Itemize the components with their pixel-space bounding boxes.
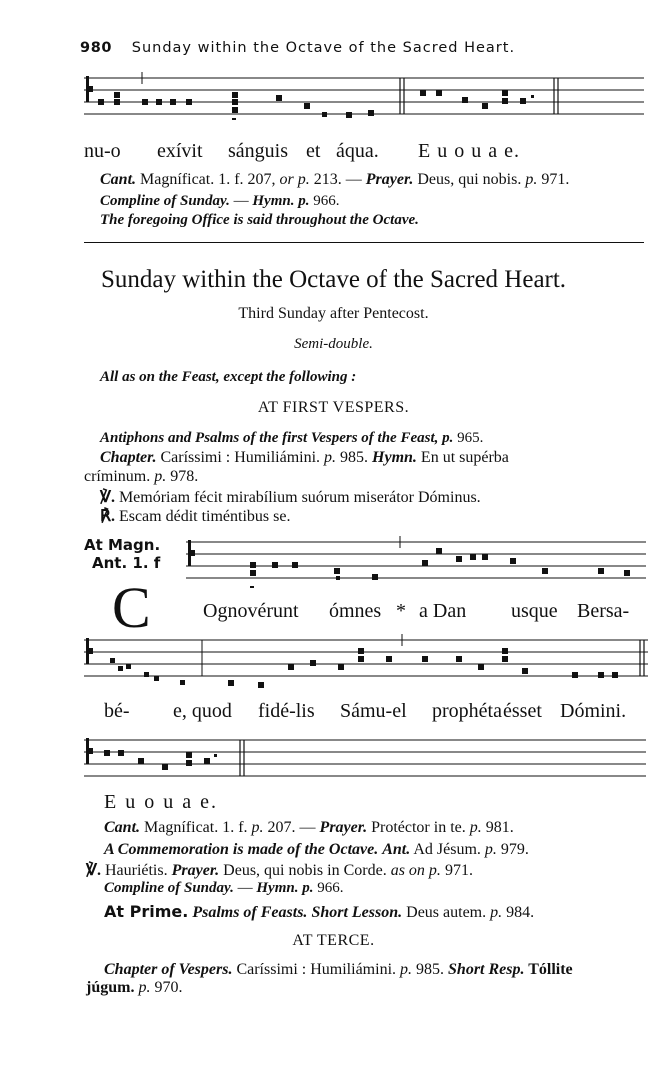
initial-letter: C — [112, 575, 151, 640]
rubric-line: Chapter. Caríssimi : Humiliámini. p. 985. Hymn. En ut supérba — [100, 449, 509, 466]
running-title: Sunday within the Octave of the Sacred Heart. — [131, 40, 516, 56]
lyric-syllable: nu-o — [84, 140, 121, 162]
rubric-line: Chapter of Vespers. Caríssimi : Humiliámini. p. 985. Short Resp. Tóllite — [104, 961, 573, 978]
lyric-euouae: E u o u a e. — [418, 140, 520, 162]
section-heading: AT FIRST VESPERS. — [257, 399, 410, 416]
lyric-syllable: fidé-lis — [258, 700, 315, 722]
rubric-line: júgum. p. 970. — [86, 979, 183, 996]
rubric-line: A Commemoration is made of the Octave. Ant. Ad Jésum. p. 979. — [104, 841, 529, 858]
rubric-line: At Prime. Psalms of Feasts. Short Lesson. Deus autem. p. 984. — [104, 902, 535, 921]
lyric-syllable: et — [306, 140, 321, 162]
lyric-syllable: sánguis — [228, 140, 288, 162]
lyric-syllable: exívit — [157, 140, 203, 162]
chant-staff-3 — [84, 630, 648, 694]
rubric-line: The foregoing Office is said throughout the Octave. — [100, 212, 419, 228]
lyric-syllable: e, quod — [173, 700, 232, 722]
lyric-syllable: Sámu-el — [340, 700, 407, 722]
lyric-syllable: Dómini. — [560, 700, 627, 722]
rubric-line: ℣. Hauriétis. Prayer. Deus, qui nobis in Corde. as on p. 971. — [86, 862, 473, 879]
rubric-line: Compline of Sunday. — Hymn. p. 966. — [104, 880, 344, 896]
lyric-syllable: ésset — [503, 700, 542, 722]
subtitle: Third Sunday after Pentecost. — [238, 305, 429, 322]
antiphon-label: Ant. 1. f — [92, 554, 161, 572]
running-header — [80, 40, 515, 56]
response-line: ℟. Escam dédit timéntibus se. — [100, 508, 291, 525]
versicle-line: ℣. Memóriam fécit mirabílium suórum miserátor Dóminus. — [100, 489, 481, 506]
chant-staff-4 — [84, 730, 646, 786]
lyric-syllable: Bersa- — [577, 600, 630, 622]
antiphon-label: At Magn. — [84, 536, 161, 554]
rubric-line: críminum. p. 978. — [84, 468, 199, 485]
chant-staff-2 — [186, 534, 646, 594]
rubric-line: Cant. Magníficat. 1. f. 207, or p. 213. — Prayer. Deus, qui nobis. p. 971. — [100, 171, 570, 188]
page-title: Sunday within the Octave of the Sacred Heart. — [100, 266, 567, 293]
rubric-line: Compline of Sunday. — Hymn. p. 966. — [100, 193, 340, 209]
page-number: 980 — [80, 40, 113, 56]
lyric-syllable: a Dan — [419, 600, 467, 622]
lyric-syllable: Ognovérunt — [203, 600, 299, 622]
rubric-line: Antiphons and Psalms of the first Vespers of the Feast, p. 965. — [100, 430, 484, 446]
lyric-syllable: áqua. — [336, 140, 379, 162]
lyric-syllable: * — [396, 600, 406, 622]
lyric-syllable: bé- — [104, 700, 130, 722]
section-heading: AT TERCE. — [292, 932, 375, 949]
rite: Semi-double. — [294, 336, 373, 352]
chant-staff-1 — [84, 70, 644, 132]
rubric-all: All as on the Feast, except the following : — [100, 369, 357, 385]
lyric-syllable: prophéta — [432, 700, 502, 722]
lyric-euouae: E u o u a e. — [104, 791, 218, 813]
lyric-syllable: usque — [511, 600, 558, 622]
section-divider — [84, 242, 644, 243]
rubric-line: Cant. Magníficat. 1. f. p. 207. — Prayer. Protéctor in te. p. 981. — [104, 819, 514, 836]
lyric-syllable: ómnes — [329, 600, 382, 622]
